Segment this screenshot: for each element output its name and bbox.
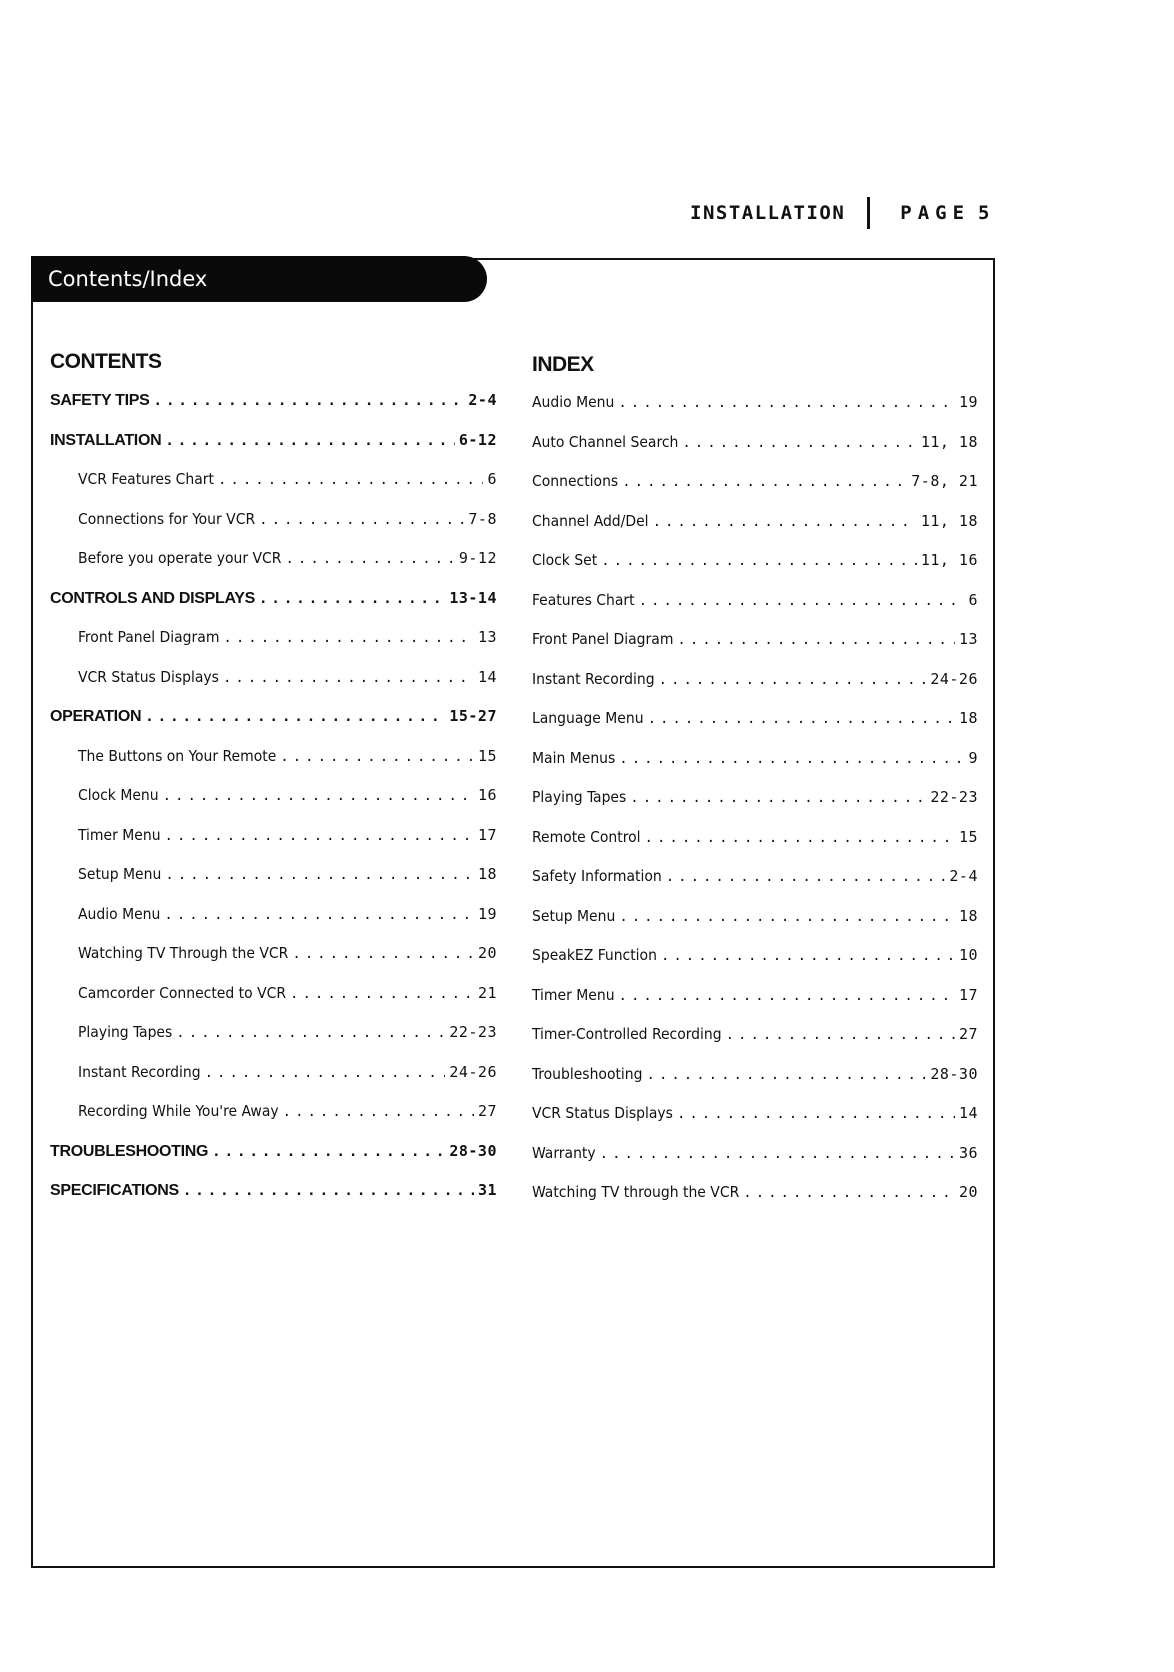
dot-leader xyxy=(259,512,464,528)
contents-entry-title: Before you operate your VCR xyxy=(78,549,282,567)
index-entry-page: 18 xyxy=(958,906,978,925)
index-entry-title: Front Panel Diagram xyxy=(532,630,674,648)
index-entry-title: Troubleshooting xyxy=(532,1064,643,1083)
index-entry xyxy=(532,1065,978,1105)
index-entry-page: 13 xyxy=(958,630,978,648)
contents-entry-title: Connections for Your VCR xyxy=(78,509,256,528)
contents-entry-page: 31 xyxy=(477,1181,497,1199)
contents-entry-page: 17 xyxy=(477,825,497,844)
index-entry-title: Main Menus xyxy=(532,748,616,767)
index-entry-title: Playing Tapes xyxy=(532,788,627,806)
contents-entry-page: 15-27 xyxy=(449,707,497,725)
contents-entry-title: Watching TV Through the VCR xyxy=(78,944,289,962)
index-entry-page: 6 xyxy=(968,590,978,609)
index-entry-page: 17 xyxy=(958,985,978,1004)
dot-leader xyxy=(677,632,955,648)
index-entry xyxy=(532,946,978,986)
dot-leader xyxy=(223,630,474,646)
index-entry xyxy=(532,828,978,868)
contents-entry xyxy=(50,549,497,589)
contents-entry-title: Setup Menu xyxy=(78,865,162,883)
contents-entry-page: 19 xyxy=(477,904,497,923)
contents-entry-page: 7-8 xyxy=(468,509,497,528)
contents-entry xyxy=(50,865,497,905)
index-entry xyxy=(532,472,978,512)
contents-list xyxy=(50,391,497,1221)
index-entry-title: Instant Recording xyxy=(532,669,655,688)
index-entry-page: 14 xyxy=(958,1104,978,1122)
contents-entry-title: Front Panel Diagram xyxy=(78,628,220,646)
index-entry xyxy=(532,1025,978,1065)
index-entry xyxy=(532,670,978,710)
index-entry-page: 2-4 xyxy=(949,867,978,885)
contents-entry xyxy=(50,707,497,747)
contents-entry-page: 21 xyxy=(477,983,497,1002)
contents-entry xyxy=(50,905,497,945)
index-entry-page: 11, 18 xyxy=(920,432,978,451)
contents-entry xyxy=(50,589,497,629)
index-entry-title: Timer-Controlled Recording xyxy=(532,1025,722,1043)
index-entry-title: Channel Add/Del xyxy=(532,511,649,530)
index-entry-page: 11, 18 xyxy=(920,511,978,530)
contents-entry xyxy=(50,668,497,708)
contents-entry-page: 14 xyxy=(477,667,497,686)
index-entry xyxy=(532,986,978,1026)
index-entry xyxy=(532,433,978,473)
contents-entry-title: TROUBLESHOOTING xyxy=(50,1142,209,1160)
index-entry-page: 28-30 xyxy=(930,1064,978,1083)
dot-leader xyxy=(601,553,917,569)
contents-entry xyxy=(50,1181,497,1221)
dot-leader xyxy=(218,472,483,488)
contents-entry-title: VCR Status Displays xyxy=(78,667,219,686)
dot-leader xyxy=(212,1144,445,1160)
contents-entry-page: 15 xyxy=(477,746,497,765)
dot-leader xyxy=(165,828,474,844)
dot-leader xyxy=(648,711,955,727)
contents-entry-page: 28-30 xyxy=(449,1141,497,1160)
index-entry-title: Auto Channel Search xyxy=(532,432,679,451)
contents-entry-page: 6-12 xyxy=(458,430,497,449)
index-entry xyxy=(532,788,978,828)
contents-entry-title: Timer Menu xyxy=(78,825,161,844)
contents-entry xyxy=(50,984,497,1024)
contents-entry-title: SPECIFICATIONS xyxy=(50,1182,179,1199)
dot-leader xyxy=(661,948,955,964)
index-list xyxy=(532,393,978,1223)
dot-leader xyxy=(290,986,474,1002)
contents-entry xyxy=(50,510,497,550)
index-entry-title: Watching TV through the VCR xyxy=(532,1183,740,1201)
contents-entry-title: Instant Recording xyxy=(78,1062,201,1081)
index-entry xyxy=(532,907,978,947)
index-entry-page: 22-23 xyxy=(930,788,978,806)
index-entry-page: 36 xyxy=(958,1143,978,1162)
index-entry xyxy=(532,630,978,670)
contents-entry-title: OPERATION xyxy=(50,708,142,725)
index-entry xyxy=(532,867,978,907)
dot-leader xyxy=(163,788,474,804)
index-entry-page: 24-26 xyxy=(930,669,978,688)
dot-leader xyxy=(743,1185,955,1201)
dot-leader xyxy=(630,790,926,806)
page-header xyxy=(690,196,1000,230)
contents-entry-title: Camcorder Connected to VCR xyxy=(78,983,287,1002)
index-entry-page: 10 xyxy=(958,946,978,964)
index-entry xyxy=(532,709,978,749)
index-entry-title: Safety Information xyxy=(532,867,662,885)
dot-leader xyxy=(600,1146,955,1162)
index-entry-title: SpeakEZ Function xyxy=(532,946,657,964)
contents-entry-title: CONTROLS AND DISPLAYS xyxy=(50,589,255,607)
dot-leader xyxy=(154,393,465,409)
index-entry xyxy=(532,551,978,591)
dot-leader xyxy=(647,1067,927,1083)
contents-entry-page: 24-26 xyxy=(449,1062,497,1081)
index-heading: INDEX xyxy=(532,353,594,376)
contents-entry-page: 20 xyxy=(477,944,497,962)
section-tab xyxy=(31,256,487,302)
dot-leader xyxy=(165,433,455,449)
dot-leader xyxy=(645,830,955,846)
dot-leader xyxy=(682,435,916,451)
index-entry-title: VCR Status Displays xyxy=(532,1104,673,1122)
index-entry-page: 27 xyxy=(958,1025,978,1043)
dot-leader xyxy=(677,1106,955,1122)
contents-entry xyxy=(50,1063,497,1103)
index-entry-page: 18 xyxy=(958,709,978,727)
header-divider xyxy=(867,197,870,229)
index-entry-page: 20 xyxy=(958,1183,978,1201)
dot-leader xyxy=(283,1104,474,1120)
contents-entry-title: INSTALLATION xyxy=(50,431,162,449)
section-title: INSTALLATION xyxy=(690,202,846,224)
contents-entry-page: 22-23 xyxy=(449,1023,497,1041)
dot-leader xyxy=(164,907,474,923)
contents-entry-title: Audio Menu xyxy=(78,904,161,923)
index-entry-title: Warranty xyxy=(532,1143,596,1162)
contents-entry xyxy=(50,391,497,431)
index-entry-title: Audio Menu xyxy=(532,393,615,411)
contents-entry-page: 18 xyxy=(477,865,497,883)
contents-entry-page: 27 xyxy=(477,1102,497,1120)
dot-leader xyxy=(259,591,445,607)
index-entry-page: 11, 16 xyxy=(920,551,978,569)
dot-leader xyxy=(280,749,474,765)
contents-entry xyxy=(50,786,497,826)
index-entry-page: 19 xyxy=(958,393,978,411)
index-entry-title: Clock Set xyxy=(532,551,598,569)
dot-leader xyxy=(285,551,454,567)
index-entry-page: 9 xyxy=(968,748,978,767)
contents-entry-title: SAFETY TIPS xyxy=(50,392,150,409)
contents-entry xyxy=(50,628,497,668)
contents-entry xyxy=(50,747,497,787)
contents-entry-title: Playing Tapes xyxy=(78,1023,173,1041)
contents-entry-title: The Buttons on Your Remote xyxy=(78,746,277,765)
contents-heading: CONTENTS xyxy=(50,350,162,373)
index-entry xyxy=(532,512,978,552)
contents-entry xyxy=(50,944,497,984)
section-tab-title: Contents/Index xyxy=(48,267,208,291)
index-entry xyxy=(532,1104,978,1144)
dot-leader xyxy=(666,869,946,885)
dot-leader xyxy=(618,395,955,411)
contents-entry-page: 13 xyxy=(477,628,497,646)
index-entry-title: Connections xyxy=(532,472,619,490)
index-entry-title: Language Menu xyxy=(532,709,644,727)
index-entry-title: Remote Control xyxy=(532,827,641,846)
dot-leader xyxy=(622,474,907,490)
contents-entry-page: 9-12 xyxy=(458,549,497,567)
index-entry-page: 7-8, 21 xyxy=(911,472,978,490)
dot-leader xyxy=(653,514,917,530)
dot-leader xyxy=(183,1183,474,1199)
index-entry xyxy=(532,1183,978,1223)
page-number: 5 xyxy=(978,202,991,224)
dot-leader xyxy=(165,867,474,883)
index-entry xyxy=(532,1144,978,1184)
index-entry-title: Setup Menu xyxy=(532,906,616,925)
contents-entry xyxy=(50,826,497,866)
dot-leader xyxy=(659,672,927,688)
dot-leader xyxy=(292,946,474,962)
index-entry xyxy=(532,393,978,433)
contents-entry xyxy=(50,431,497,471)
index-entry-title: Timer Menu xyxy=(532,985,615,1004)
dot-leader xyxy=(145,709,445,725)
contents-entry-title: Recording While You're Away xyxy=(78,1102,279,1120)
contents-entry xyxy=(50,1023,497,1063)
contents-entry xyxy=(50,1142,497,1182)
dot-leader xyxy=(205,1065,446,1081)
contents-entry-title: Clock Menu xyxy=(78,786,159,804)
dot-leader xyxy=(223,670,474,686)
index-entry xyxy=(532,591,978,631)
contents-entry-page: 16 xyxy=(477,786,497,804)
index-entry xyxy=(532,749,978,789)
dot-leader xyxy=(726,1027,955,1043)
dot-leader xyxy=(619,751,964,767)
contents-entry xyxy=(50,1102,497,1142)
contents-entry-title: VCR Features Chart xyxy=(78,470,214,488)
index-entry-title: Features Chart xyxy=(532,590,635,609)
contents-entry-page: 6 xyxy=(487,470,497,488)
contents-entry-page: 2-4 xyxy=(468,391,497,409)
page-label: PAGE xyxy=(900,202,971,224)
contents-entry xyxy=(50,470,497,510)
dot-leader xyxy=(619,988,955,1004)
contents-entry-page: 13-14 xyxy=(449,588,497,607)
index-entry-page: 15 xyxy=(958,827,978,846)
dot-leader xyxy=(176,1025,445,1041)
dot-leader xyxy=(619,909,955,925)
dot-leader xyxy=(639,593,965,609)
